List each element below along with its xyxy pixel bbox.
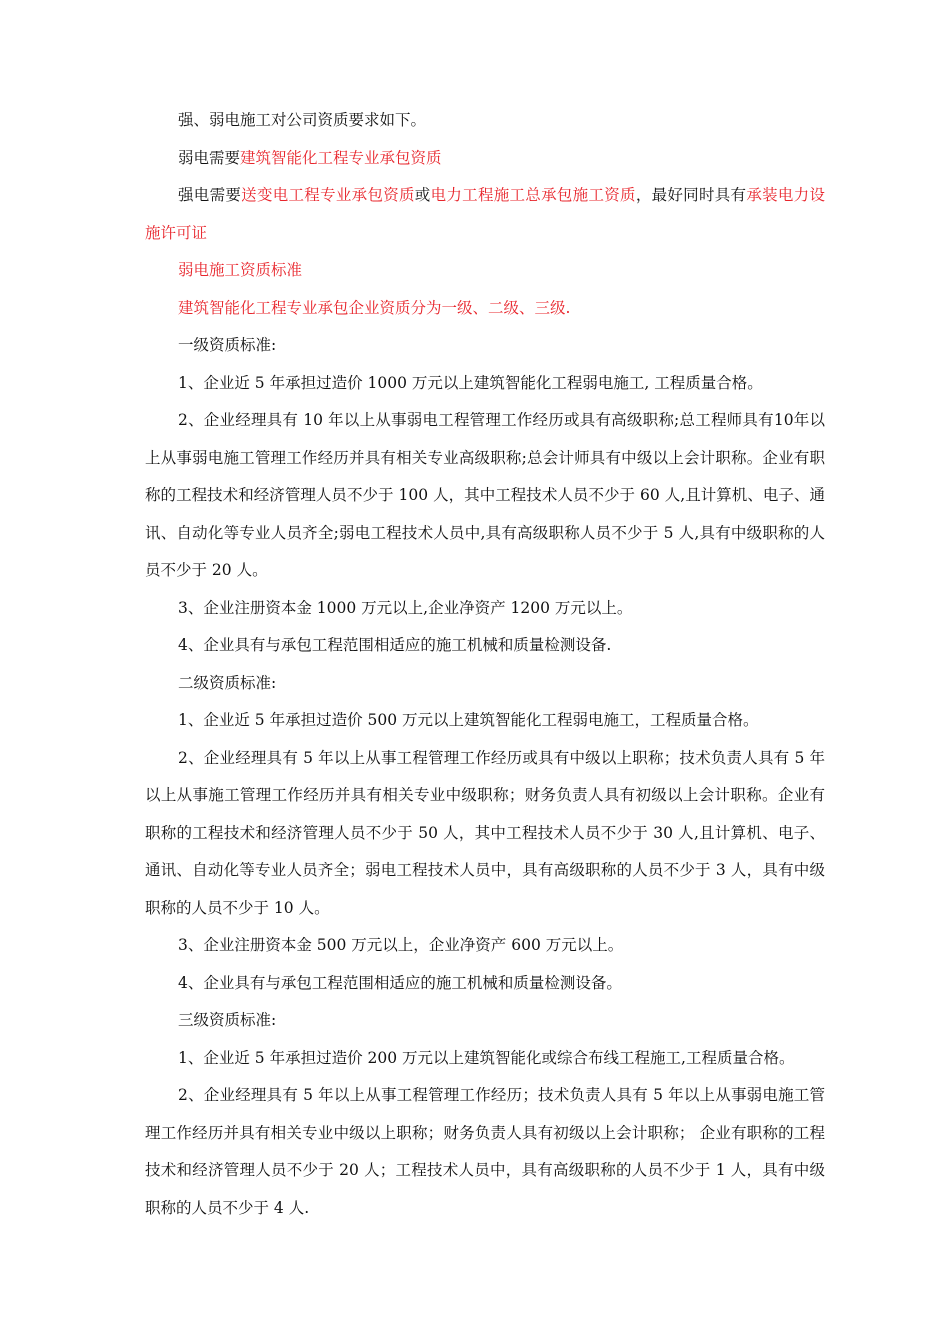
level-1-item-4: 4、企业具有与承包工程范围相适应的施工机械和质量检测设备. [178,636,612,654]
intro-paragraph: 强、弱电施工对公司资质要求如下。 [178,111,427,129]
level-2-item-2: 2、企业经理具有 5 年以上从事工程管理工作经历或具有中级以上职称；技术负责人具有 5 年以上从事施工管理工作经历并具有相关专业中级职称；财务负责人具有初级以上会计职称。企业有职称的工程技术和经济管理人员不少于 50 人，其中工程技术人员不少于 30 人,且计算机、电子、通讯、自动化等专业人员齐全；弱电工程技术人员中，具有高级职称的人员不少于 3 人，具有中级职称的人员不少于 10 人。 [145,748,825,917]
level-1-heading: 一级资质标准: [178,336,277,354]
or-text: 或 [414,186,431,204]
substation-qualification: 送变电工程专业承包资质 [241,186,415,204]
level-2-item-3: 3、企业注册资本金 500 万元以上，企业净资产 600 万元以上。 [178,936,624,954]
level-3-item-1: 1、企业近 5 年承担过造价 200 万元以上建筑智能化或综合布线工程施工,工程质量合格。 [178,1048,795,1067]
power-engineering-qualification: 电力工程施工总承包施工资质 [430,186,636,204]
level-3-heading: 三级资质标准: [178,1011,277,1029]
preferably-text: ，最好同时具有 [635,186,747,204]
weak-current-qualification: 建筑智能化工程专业承包资质 [240,148,442,167]
strong-current-requirement [145,177,825,252]
qualification-levels-note: 建筑智能化工程专业承包企业资质分为一级、二级、三级. [178,298,571,317]
document-body [145,102,825,1227]
strong-current-label: 强电需要 [178,186,242,204]
power-facility-license: 承装电力设施许可证 [145,186,825,242]
level-3-item-2: 2、企业经理具有 5 年以上从事工程管理工作经历；技术负责人具有 5 年以上从事弱电施工管理工作经历并具有相关专业中级以上职称；财务负责人具有初级以上会计职称； 企业有职称的工程技术和经济管理人员不少于 20 人；工程技术人员中，具有高级职称的人员不少于 1 人，具有中级职称的人员不少于 4 人. [145,1086,825,1217]
level-1-item-3: 3、企业注册资本金 1000 万元以上,企业净资产 1200 万元以上。 [178,598,633,617]
weak-current-requirement [145,140,825,178]
level-1-item-2: 2、企业经理具有 10 年以上从事弱电工程管理工作经历或具有高级职称;总工程师具有10年以上从事弱电施工管理工作经历并具有相关专业高级职称;总会计师具有中级以上会计职称。企业有职称的工程技术和经济管理人员不少于 100 人，其中工程技术人员不少于 60 人,且计算机、电子、通讯、自动化等专业人员齐全;弱电工程技术人员中,具有高级职称人员不少于 5 人,具有中级职称的人员不少于 20 人。 [145,411,825,579]
level-2-item-1: 1、企业近 5 年承担过造价 500 万元以上建筑智能化工程弱电施工，工程质量合格。 [178,711,759,729]
level-2-heading: 二级资质标准: [178,673,277,692]
section-heading-weak-current-standard: 弱电施工资质标准 [178,261,303,279]
level-1-item-1: 1、企业近 5 年承担过造价 1000 万元以上建筑智能化工程弱电施工, 工程质量合格。 [178,373,763,392]
weak-current-label: 弱电需要 [178,148,241,167]
level-2-item-4: 4、企业具有与承包工程范围相适应的施工机械和质量检测设备。 [178,973,622,992]
